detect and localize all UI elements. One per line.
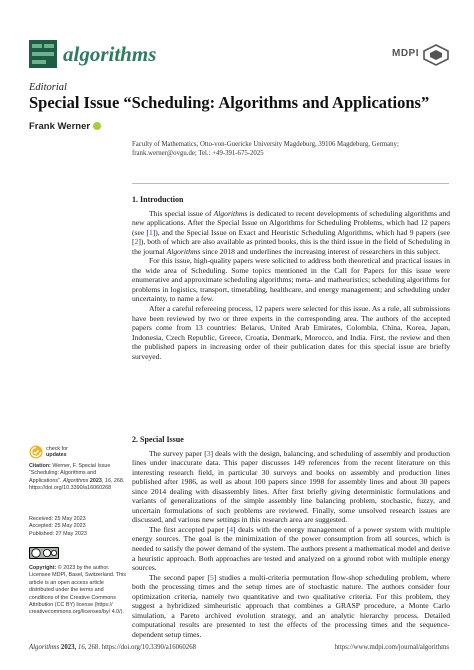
journal-name[interactable]: algorithms <box>63 42 157 66</box>
affiliation <box>132 141 452 159</box>
paragraph: For this issue, high-quality papers were solicited to address both theoretical and practical issues in the wide area of Scheduling. Some topics mentioned in the Call for Papers for this issue were enumerative and approximate scheduling algorithms; meta- and matheuristics; scheduling algorithms for problems in logistics, transport, timetabling, healthcare, and energy management; and scheduling under uncertainty, to name a few. <box>132 256 451 304</box>
received-date: Received: 25 May 2023 <box>29 516 86 522</box>
check-label-bold: updates <box>46 452 67 459</box>
paragraph: The second paper [5] studies a multi-criteria permutation flow-shop scheduling problem, where both the processing times and the setup times are of stochastic nature. The authors consider four optimization criteria, namely two quantitative and two qualitative criteria. For this problem, they suggest a hybridized simheuristic approach that combines a GRASP procedure, a Monte Carlo simulation, a Pareto archived evolution strategy, and an analytic hierarchy process. Detailed computational results are presented to test the effects of the processing times and the sequence-dependent setup times. <box>132 572 450 639</box>
paragraph: After a careful refereeing process, 12 papers were selected for this issue. As a rule, all submissions have been reviewed by two or three experts in the corresponding area. The authors of the accepted papers come from 13 countries: Belarus, United Arab Emirates, Colombia, China, Korea, Japan, Indonesia, Czech Republic, Greece, Croatia, Denmark, Morocco, and India. First, the review and then the published papers in increasing order of their publication dates for this special issue are briefly surveyed. <box>132 304 450 361</box>
journal-header <box>29 40 449 70</box>
section-introduction <box>132 195 450 361</box>
paragraph: This special issue of Algorithms is dedicated to recent developments of scheduling algorithms and new applications. After the Special Issue on Algorithms for Scheduling Problems, which had 12 papers (see [1]), and the Special Issue on Exact and Heuristic Scheduling Algorithms, which had 9 papers (see [2]), both of which are also available as printed books, this is the third issue in the field of Scheduling in the journal Algorithms since 2018 and underlines the increasing interest of researchers in this subject. <box>132 208 451 256</box>
check-updates-icon <box>29 445 43 459</box>
journal-logo-icon <box>29 40 57 68</box>
accepted-date: Accepted: 25 May 2023 <box>29 523 86 530</box>
check-label: check for <box>46 446 68 452</box>
article-title: Special Issue “Scheduling: Algorithms and Applications” <box>29 93 430 112</box>
affiliation-address: Faculty of Mathematics, Otto-von-Guericke University Magdeburg, 39106 Magdeburg, Germany; <box>132 141 399 148</box>
copyright-block: Copyright: © 2023 by the author. Licensee MDPI, Basel, Switzerland. This article is an open access article distributed under the terms and conditions of the Creative Commons Attribution (CC BY) license (https:// creativecommons.org/licenses/by/ 4.0/). <box>29 565 126 616</box>
orcid-icon[interactable] <box>93 122 101 130</box>
footer-journal-url[interactable]: https://www.mdpi.com/journal/algorithms <box>334 644 449 651</box>
citation-block: Citation: Werner, F. Special Issue “Scheduling: Algorithms and Applications”. Algorithms 2023, 16, 268. https://doi.org/10.3390/a16060268 <box>29 463 125 491</box>
paragraph: The survey paper [3] deals with the design, balancing, and scheduling of assembly and production lines under inaccurate data. This paper discusses 149 references from the recent literature on this interesting research field, in particular 30 surveys and books on assembly and production lines published after 1986, as well as about 100 papers since 1998 for assembly lines and about 30 papers since 2014 dealing with disassembly lines. After first briefly giving deterministic formulations and variants of generalizations of the simple assembly line balancing problem, stochastic, fuzzy, and uncertain formulations of such problems are reviewed. Finally, some unsolved research issues are discussed, and various new settings in this research area are suggested. <box>132 448 451 525</box>
author-name[interactable]: Frank Werner <box>29 121 91 132</box>
page-footer <box>29 644 449 651</box>
publisher-name: MDPI <box>392 48 419 59</box>
citation-link[interactable]: 5 <box>209 572 214 582</box>
citation-link[interactable]: 2 <box>134 237 139 247</box>
published-date: Published: 27 May 2023 <box>29 530 87 537</box>
author-line <box>29 121 101 132</box>
cc-by-license-icon[interactable] <box>29 547 59 559</box>
citation-link[interactable]: 4 <box>229 524 234 534</box>
publication-dates <box>29 516 126 538</box>
section-heading: 1. Introduction <box>132 195 184 204</box>
section-special-issue <box>132 435 450 639</box>
citation-link[interactable]: 1 <box>148 227 153 237</box>
citation-link[interactable]: 3 <box>206 448 211 458</box>
citation-doi[interactable]: , 268. https://doi.org/10.3390/a16060268 <box>29 477 125 491</box>
section-heading: 2. Special Issue <box>132 435 184 444</box>
paragraph: The first accepted paper [4] deals with the energy management of a power system with multiple energy sources. The goal is the minimization of the power consumption from all sources, which is needed to satisfy the power demand of the system. The authors present a mathematical model and derive a heuristic approach. Both approaches are tested and analyzed on a ground robot with multiple energy sources. <box>132 524 450 573</box>
footer-citation: Algorithms 2023, 16, 268. https://doi.org/10.3390/a16060268 <box>29 644 196 651</box>
footer-doi[interactable]: , 268. https://doi.org/10.3390/a16060268 <box>84 644 196 651</box>
affiliation-contact: frank.werner@ovgu.de; Tel.: +49-391-675-2025 <box>132 149 264 157</box>
divider <box>132 183 449 184</box>
article-type: Editorial <box>29 82 67 93</box>
mdpi-logo-icon[interactable] <box>423 44 449 66</box>
check-for-updates-badge[interactable] <box>29 445 126 461</box>
